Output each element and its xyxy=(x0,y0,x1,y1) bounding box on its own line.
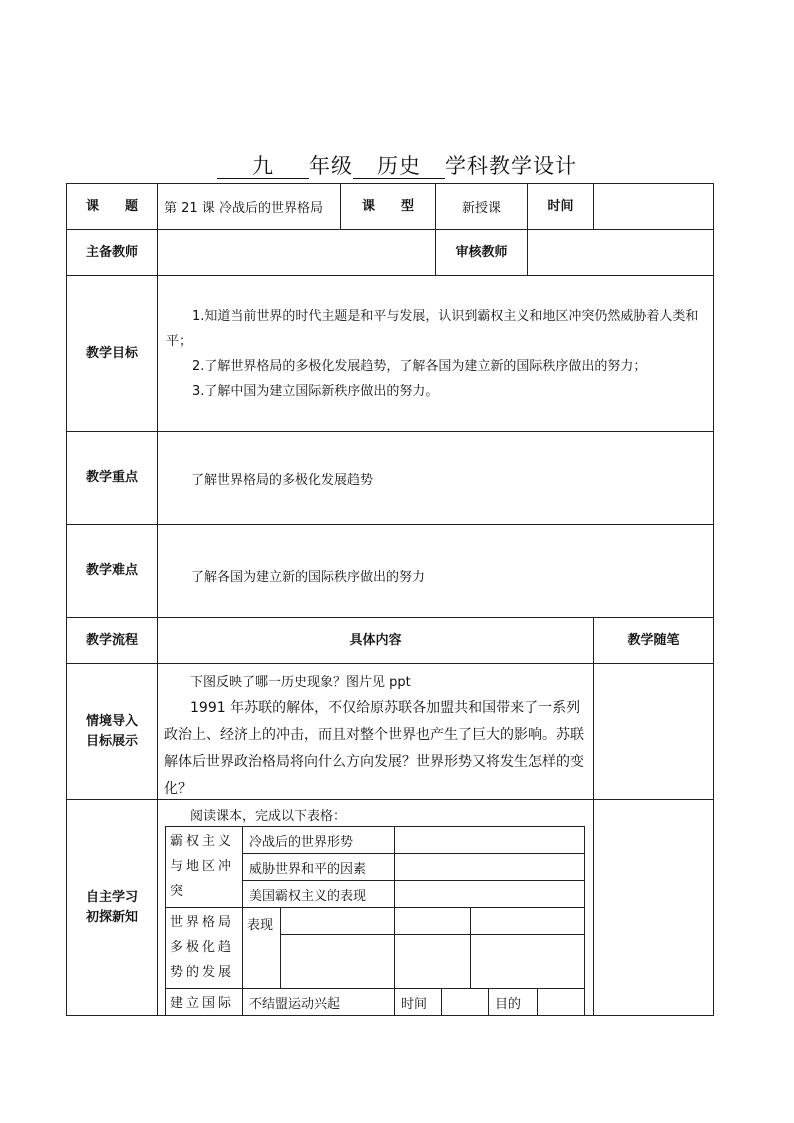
group2-cell-a xyxy=(280,907,395,935)
difficulty-value: 了解各国为建立新的国际秩序做出的努力 xyxy=(157,524,714,618)
teacher-label: 主备教师 xyxy=(66,229,158,276)
group3-time-answer xyxy=(441,988,489,1016)
group1-row-1: 冷战后的世界形势 xyxy=(242,826,395,854)
group1-row-3: 美国霸权主义的表现 xyxy=(242,880,395,908)
title-suffix: 学科教学设计 xyxy=(445,154,577,178)
group1-label: 霸权主义与地区冲突 xyxy=(165,826,243,908)
group1-row-2-answer xyxy=(394,853,585,881)
self-study-notes xyxy=(593,799,714,1016)
topic-label: 课 题 xyxy=(66,183,158,230)
difficulty-label: 教学难点 xyxy=(66,524,158,618)
group2-sub: 表现 xyxy=(242,907,281,989)
group2-cell-d xyxy=(280,934,395,989)
key-point-value: 了解世界格局的多极化发展趋势 xyxy=(157,431,714,525)
grade-blank: 九 xyxy=(217,154,309,179)
content-label: 具体内容 xyxy=(157,617,594,664)
intro-line-2: 1991 年苏联的解体，不仅给原苏联各加盟共和国带来了一系列政治上、经济上的冲击，而且对整个世界也产生了巨大的影响。苏联解体后世界政治格局将向什么方向发展？世界形势又将发生怎样的变化？ xyxy=(164,700,584,797)
group3-label: 建立国际 xyxy=(165,988,243,1016)
key-point-label: 教学重点 xyxy=(66,431,158,525)
goal-item-1: 1.知道当前世界的时代主题是和平与发展，认识到霸权主义和地区冲突仍然威胁着人类和平； xyxy=(166,309,699,349)
topic-value: 第 21 课 冷战后的世界格局 xyxy=(157,183,341,230)
group2-cell-f xyxy=(470,934,585,989)
self-study-label: 自主学习初探新知 xyxy=(66,799,158,1016)
group2-cell-b xyxy=(394,907,471,935)
type-value: 新授课 xyxy=(435,183,528,230)
group1-row-3-answer xyxy=(394,880,585,908)
time-label: 时间 xyxy=(527,183,594,230)
group2-label: 世界格局多极化趋势的发展 xyxy=(165,907,243,989)
goals-content xyxy=(157,275,714,432)
group3-time: 时间 xyxy=(394,988,442,1016)
page-title xyxy=(0,150,794,180)
teacher-value xyxy=(157,229,436,276)
goals-label: 教学目标 xyxy=(66,275,158,432)
group1-row-2: 威胁世界和平的因素 xyxy=(242,853,395,881)
goal-item-3: 3.了解中国为建立国际新秩序做出的努力。 xyxy=(192,384,439,399)
reviewer-label: 审核教师 xyxy=(435,229,528,276)
intro-content xyxy=(157,663,594,800)
intro-line-1: 下图反映了哪一历史现象？图片见 ppt xyxy=(190,675,411,690)
group3-item: 不结盟运动兴起 xyxy=(242,988,395,1016)
type-label: 课 型 xyxy=(340,183,436,230)
goal-item-2: 2.了解世界格局的多极化发展趋势，了解各国为建立新的国际秩序做出的努力； xyxy=(192,359,647,374)
reviewer-value xyxy=(527,229,714,276)
group1-row-1-answer xyxy=(394,826,585,854)
group2-cell-e xyxy=(394,934,471,989)
time-value xyxy=(593,183,714,230)
group3-purpose-answer xyxy=(537,988,585,1016)
group2-cell-c xyxy=(470,907,585,935)
subject-blank: 历史 xyxy=(353,154,445,179)
grade-suffix: 年级 xyxy=(309,154,353,178)
notes-label: 教学随笔 xyxy=(593,617,714,664)
self-study-instruction: 阅读课本，完成以下表格： xyxy=(190,809,347,824)
group3-purpose: 目的 xyxy=(488,988,538,1016)
intro-notes xyxy=(593,663,714,800)
intro-label: 情境导入目标展示 xyxy=(66,663,158,800)
flow-label: 教学流程 xyxy=(66,617,158,664)
